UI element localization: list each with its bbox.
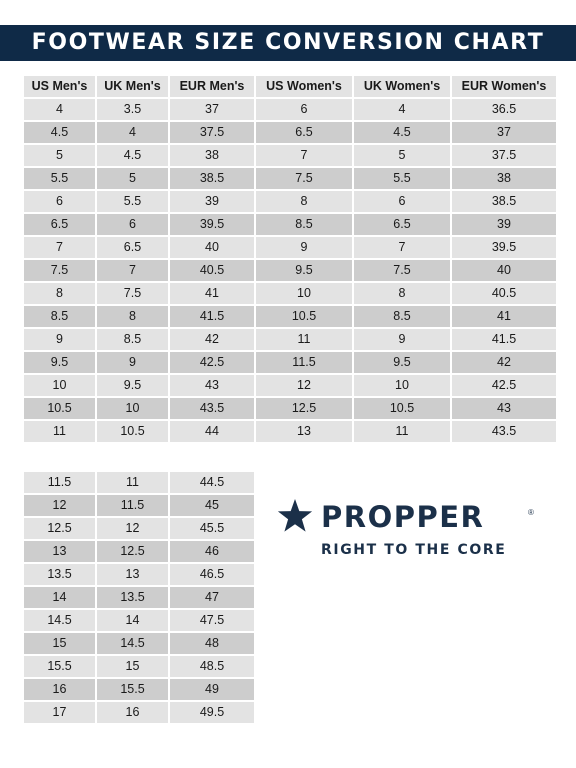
table-row [24,352,556,373]
cell-us-womens: 13 [256,421,352,442]
cell-uk-mens: 12 [97,518,168,539]
cell-uk-mens: 7 [97,260,168,281]
cell-us-womens: 10 [256,283,352,304]
cell-eur-womens: 37 [452,122,556,143]
table-row [24,472,254,493]
brand-tagline: RIGHT TO THE CORE [321,542,507,558]
size-table [22,74,558,444]
table-row [24,306,556,327]
cell-uk-mens: 4.5 [97,145,168,166]
cell-eur-mens: 49.5 [170,702,254,723]
cell-eur-mens: 49 [170,679,254,700]
cell-uk-mens: 11 [97,472,168,493]
table-row [24,122,556,143]
brand-name: PROPPER [321,500,485,534]
cell-us-mens: 17 [24,702,95,723]
cell-eur-mens: 42 [170,329,254,350]
cell-eur-mens: 42.5 [170,352,254,373]
table-row [24,99,556,120]
cell-uk-womens: 9 [354,329,450,350]
header-us-mens: US Men's [24,76,95,97]
cell-uk-mens: 15.5 [97,679,168,700]
cell-eur-womens: 40 [452,260,556,281]
cell-eur-mens: 44 [170,421,254,442]
cell-eur-womens: 36.5 [452,99,556,120]
table-row [24,168,556,189]
cell-eur-mens: 45.5 [170,518,254,539]
cell-eur-mens: 41 [170,283,254,304]
table-row [24,145,556,166]
cell-uk-mens: 16 [97,702,168,723]
cell-eur-womens: 43 [452,398,556,419]
table-row [24,260,556,281]
cell-us-mens: 5.5 [24,168,95,189]
cell-uk-mens: 11.5 [97,495,168,516]
cell-uk-mens: 6.5 [97,237,168,258]
cell-eur-mens: 47.5 [170,610,254,631]
cell-us-womens: 9.5 [256,260,352,281]
brand-logo [276,496,556,566]
cell-eur-womens: 41 [452,306,556,327]
cell-uk-womens: 5 [354,145,450,166]
cell-us-womens: 7 [256,145,352,166]
table-row [24,610,254,631]
cell-uk-mens: 12.5 [97,541,168,562]
table-row [24,375,556,396]
cell-uk-womens: 10 [354,375,450,396]
cell-eur-womens: 39.5 [452,237,556,258]
cell-us-womens: 7.5 [256,168,352,189]
table-row [24,518,254,539]
cell-uk-womens: 8.5 [354,306,450,327]
table-row [24,329,556,350]
cell-eur-womens: 38.5 [452,191,556,212]
cell-uk-mens: 6 [97,214,168,235]
cell-uk-womens: 5.5 [354,168,450,189]
cell-us-womens: 11 [256,329,352,350]
cell-uk-mens: 14.5 [97,633,168,654]
cell-uk-womens: 11 [354,421,450,442]
cell-uk-womens: 7 [354,237,450,258]
cell-us-mens: 14 [24,587,95,608]
cell-eur-womens: 43.5 [452,421,556,442]
cell-eur-womens: 42.5 [452,375,556,396]
table-row [24,656,254,677]
cell-us-mens: 12 [24,495,95,516]
cell-uk-mens: 3.5 [97,99,168,120]
cell-uk-mens: 5.5 [97,191,168,212]
cell-uk-mens: 9.5 [97,375,168,396]
cell-eur-mens: 47 [170,587,254,608]
cell-us-mens: 15.5 [24,656,95,677]
cell-us-mens: 4.5 [24,122,95,143]
cell-us-mens: 9.5 [24,352,95,373]
cell-us-womens: 8.5 [256,214,352,235]
table-row [24,214,556,235]
cell-eur-mens: 41.5 [170,306,254,327]
cell-eur-womens: 39 [452,214,556,235]
cell-eur-mens: 46 [170,541,254,562]
cell-us-mens: 11 [24,421,95,442]
cell-eur-mens: 43 [170,375,254,396]
cell-us-mens: 5 [24,145,95,166]
table-row [24,237,556,258]
cell-us-mens: 10.5 [24,398,95,419]
table-row [24,421,556,442]
cell-eur-womens: 40.5 [452,283,556,304]
cell-us-mens: 7 [24,237,95,258]
cell-us-mens: 16 [24,679,95,700]
table-row [24,398,556,419]
cell-uk-mens: 10.5 [97,421,168,442]
cell-eur-womens: 42 [452,352,556,373]
cell-us-mens: 8 [24,283,95,304]
header-uk-womens: UK Women's [354,76,450,97]
cell-us-womens: 12.5 [256,398,352,419]
cell-us-mens: 6.5 [24,214,95,235]
registered-mark: ® [528,508,534,517]
cell-us-mens: 8.5 [24,306,95,327]
cell-us-womens: 6.5 [256,122,352,143]
cell-us-mens: 4 [24,99,95,120]
cell-uk-mens: 14 [97,610,168,631]
table-row [24,679,254,700]
cell-us-mens: 14.5 [24,610,95,631]
cell-uk-womens: 6 [354,191,450,212]
cell-eur-mens: 38.5 [170,168,254,189]
cell-eur-mens: 37 [170,99,254,120]
cell-eur-mens: 39 [170,191,254,212]
star-icon [276,498,314,536]
cell-uk-mens: 8.5 [97,329,168,350]
cell-eur-mens: 46.5 [170,564,254,585]
cell-us-mens: 13.5 [24,564,95,585]
cell-us-mens: 10 [24,375,95,396]
cell-uk-womens: 8 [354,283,450,304]
cell-eur-mens: 40.5 [170,260,254,281]
table-row [24,564,254,585]
cell-us-mens: 6 [24,191,95,212]
cell-eur-womens: 37.5 [452,145,556,166]
cell-uk-womens: 4.5 [354,122,450,143]
cell-us-womens: 8 [256,191,352,212]
cell-us-mens: 13 [24,541,95,562]
cell-eur-mens: 40 [170,237,254,258]
table-row [24,541,254,562]
cell-eur-mens: 39.5 [170,214,254,235]
table-row [24,495,254,516]
cell-eur-mens: 48 [170,633,254,654]
cell-eur-mens: 37.5 [170,122,254,143]
cell-uk-mens: 9 [97,352,168,373]
cell-us-womens: 9 [256,237,352,258]
table-row [24,633,254,654]
chart-title: FOOTWEAR SIZE CONVERSION CHART [0,25,576,61]
header-eur-mens: EUR Men's [170,76,254,97]
cell-uk-womens: 4 [354,99,450,120]
cell-uk-womens: 7.5 [354,260,450,281]
cell-us-mens: 11.5 [24,472,95,493]
cell-uk-mens: 8 [97,306,168,327]
cell-eur-mens: 45 [170,495,254,516]
cell-eur-mens: 38 [170,145,254,166]
cell-uk-mens: 10 [97,398,168,419]
cell-uk-mens: 13 [97,564,168,585]
cell-us-mens: 15 [24,633,95,654]
cell-eur-womens: 38 [452,168,556,189]
cell-uk-womens: 9.5 [354,352,450,373]
header-row [24,76,556,97]
cell-uk-mens: 4 [97,122,168,143]
table-row [24,587,254,608]
cell-us-womens: 10.5 [256,306,352,327]
cell-eur-mens: 44.5 [170,472,254,493]
table-row [24,283,556,304]
cell-us-womens: 11.5 [256,352,352,373]
cell-us-womens: 6 [256,99,352,120]
cell-us-mens: 9 [24,329,95,350]
cell-uk-mens: 7.5 [97,283,168,304]
cell-us-mens: 12.5 [24,518,95,539]
size-table-mens-extended [22,470,256,725]
header-us-womens: US Women's [256,76,352,97]
header-eur-womens: EUR Women's [452,76,556,97]
cell-uk-womens: 6.5 [354,214,450,235]
cell-uk-mens: 13.5 [97,587,168,608]
cell-uk-mens: 15 [97,656,168,677]
table-row [24,191,556,212]
cell-eur-mens: 48.5 [170,656,254,677]
cell-uk-womens: 10.5 [354,398,450,419]
cell-uk-mens: 5 [97,168,168,189]
cell-eur-mens: 43.5 [170,398,254,419]
cell-us-mens: 7.5 [24,260,95,281]
cell-us-womens: 12 [256,375,352,396]
header-uk-mens: UK Men's [97,76,168,97]
cell-eur-womens: 41.5 [452,329,556,350]
table-row [24,702,254,723]
